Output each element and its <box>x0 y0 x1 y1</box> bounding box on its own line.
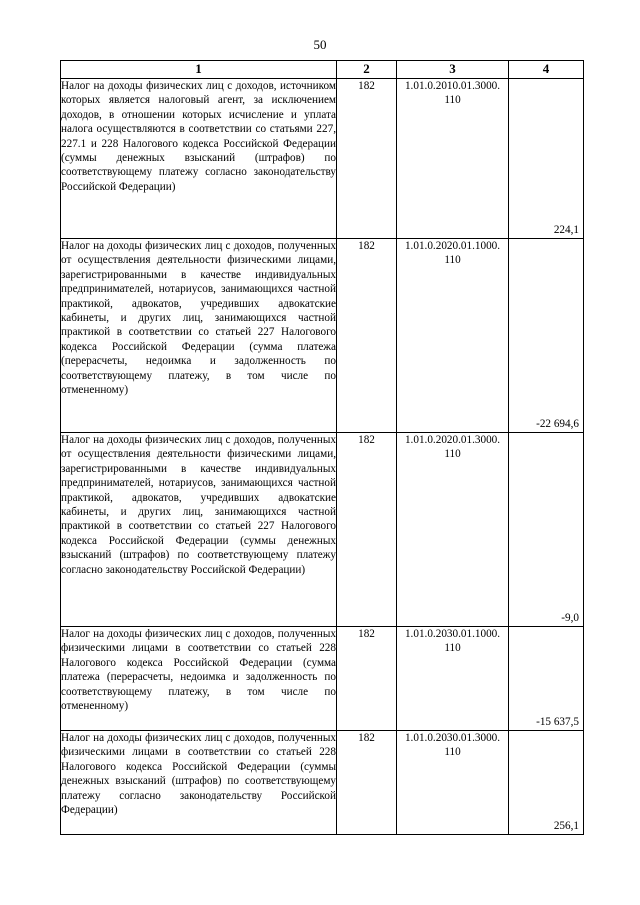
revenue-table <box>60 60 584 835</box>
row-admin-code: 182 <box>337 239 397 433</box>
row-admin-code: 182 <box>337 731 397 835</box>
row-amount: 256,1 <box>509 731 584 835</box>
column-header-3: 3 <box>397 61 509 79</box>
row-kbk-code: 1.01.0.2020.01.1000. 110 <box>397 239 509 433</box>
table-row <box>61 627 584 731</box>
row-admin-code: 182 <box>337 79 397 239</box>
row-amount: -22 694,6 <box>509 239 584 433</box>
row-amount: -15 637,5 <box>509 627 584 731</box>
column-header-1: 1 <box>61 61 337 79</box>
column-header-4: 4 <box>509 61 584 79</box>
table-row <box>61 239 584 433</box>
row-admin-code: 182 <box>337 433 397 627</box>
table-row <box>61 433 584 627</box>
row-description: Налог на доходы физических лиц с доходов, полученных физическими лицами в соответствии со статьей 228 Налогового кодекса Российской Федерации (сумма платежа (перерасчеты, недоимка и задолженность по соответствующему платежу, в том числе по отмененному) <box>61 627 337 731</box>
row-admin-code: 182 <box>337 627 397 731</box>
table-row <box>61 79 584 239</box>
row-amount: -9,0 <box>509 433 584 627</box>
row-description: Налог на доходы физических лиц с доходов, полученных от осуществления деятельности физическими лицами, зарегистрированными в качестве индивидуальных предпринимателей, нотариусов, занимающихся частной практикой, адвокатов, учредивших адвокатские кабинеты, и других лиц, занимающихся частной практикой в соответствии со статьей 227 Налогового кодекса Российской Федерации (суммы денежных взысканий (штрафов) по соответствующему платежу согласно законодательству Российской Федерации) <box>61 433 337 627</box>
page-number: 50 <box>313 37 327 52</box>
row-kbk-code: 1.01.0.2020.01.3000. 110 <box>397 433 509 627</box>
row-kbk-code: 1.01.0.2030.01.1000. 110 <box>397 627 509 731</box>
table-header-row <box>61 61 584 79</box>
row-kbk-code: 1.01.0.2030.01.3000. 110 <box>397 731 509 835</box>
row-description: Налог на доходы физических лиц с доходов, полученных от осуществления деятельности физическими лицами, зарегистрированными в качестве индивидуальных предпринимателей, нотариусов, занимающихся частной практикой, адвокатов, учредивших адвокатские кабинеты, и других лиц, занимающихся частной практикой в соответствии со статьей 227 Налогового кодекса Российской Федерации (сумма платежа (перерасчеты, недоимка и задолженность по соответствующему платежу, в том числе по отмененному) <box>61 239 337 433</box>
row-amount: 224,1 <box>509 79 584 239</box>
row-description: Налог на доходы физических лиц с доходов, полученных физическими лицами в соответствии со статьей 228 Налогового кодекса Российской Федерации (суммы денежных взысканий (штрафов) по соответствующему платежу согласно законодательству Российской Федерации) <box>61 731 337 835</box>
row-kbk-code: 1.01.0.2010.01.3000. 110 <box>397 79 509 239</box>
column-header-2: 2 <box>337 61 397 79</box>
row-description: Налог на доходы физических лиц с доходов, источником которых является налоговый агент, за исключением доходов, в отношении которых исчисление и уплата налога осуществляются в соответствии со статьями 227, 227.1 и 228 Налогового кодекса Российской Федерации (суммы денежных взысканий (штрафов) по соответствующему платежу согласно законодательству Российской Федерации) <box>61 79 337 239</box>
table-row <box>61 731 584 835</box>
